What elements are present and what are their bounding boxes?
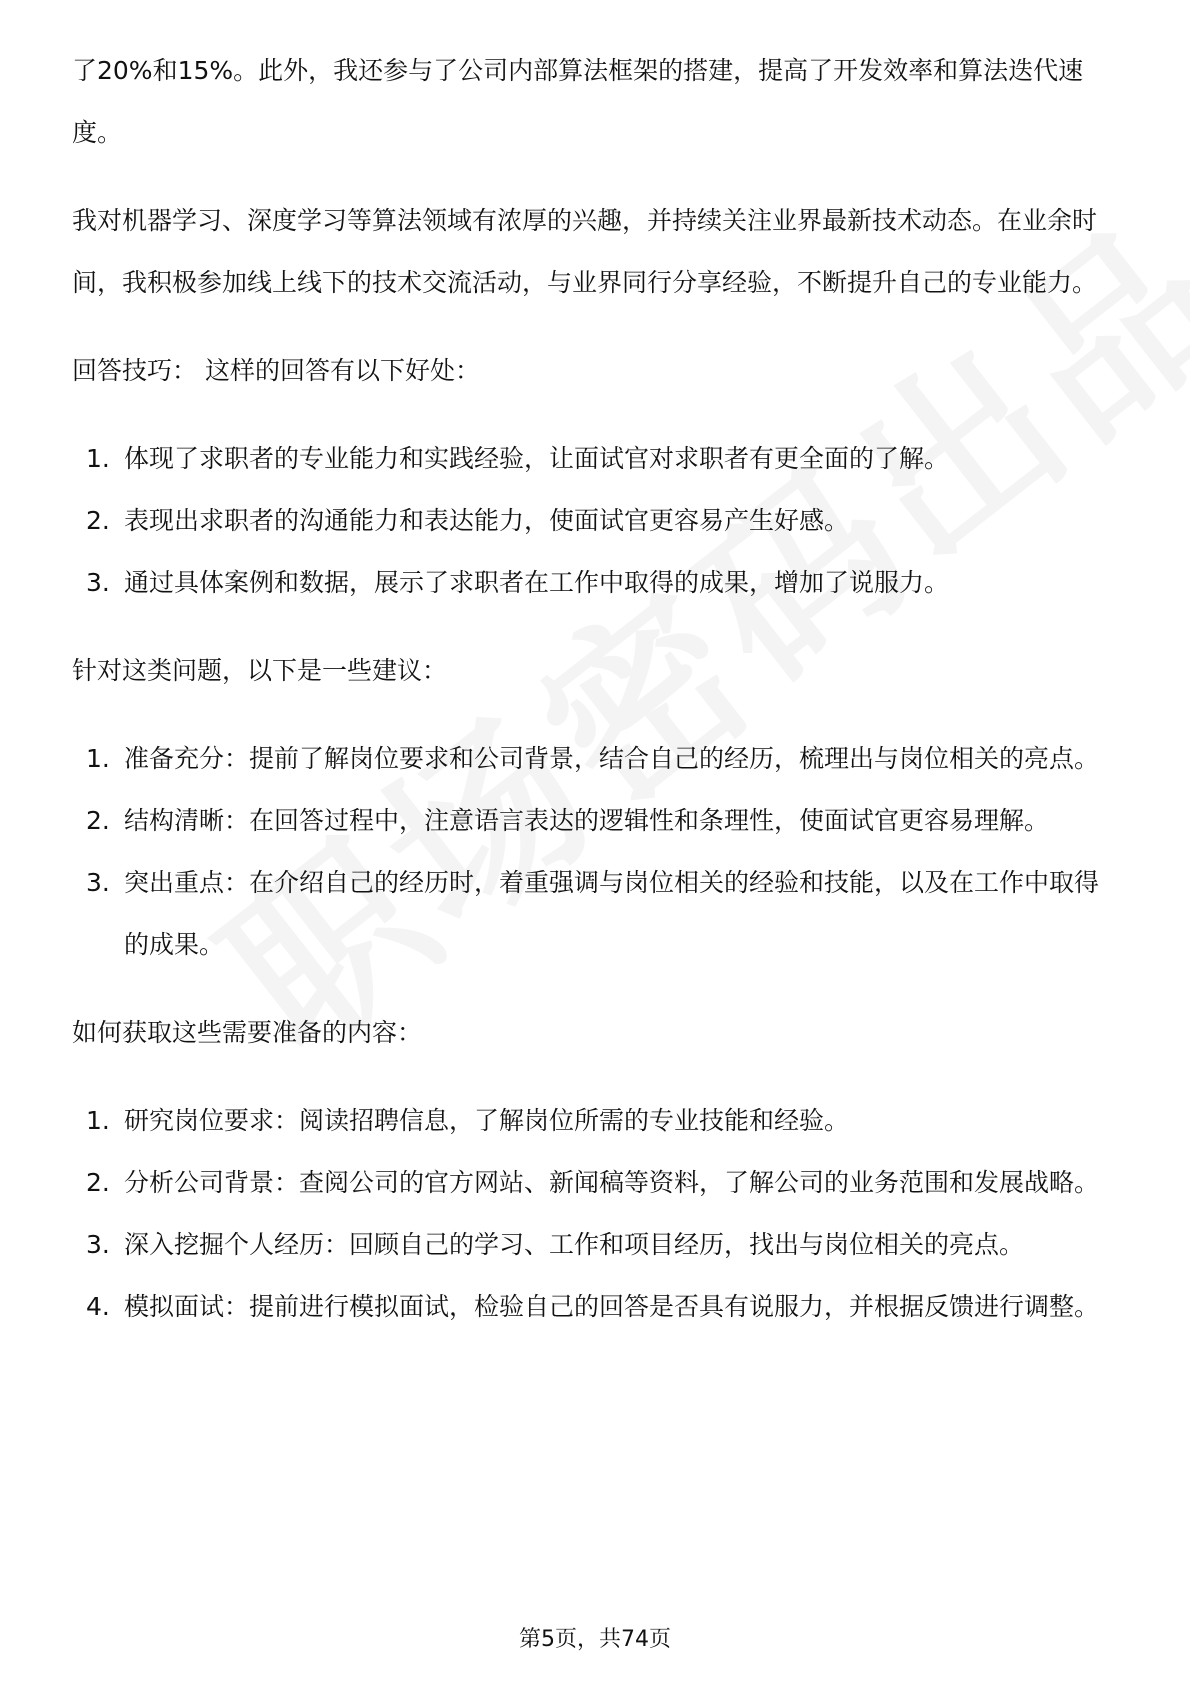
list-item: [72, 1214, 1122, 1276]
list-item-text: 通过具体案例和数据，展示了求职者在工作中取得的成果，增加了说服力。: [124, 568, 950, 597]
list-item-text: 研究岗位要求：阅读招聘信息，了解岗位所需的专业技能和经验。: [124, 1106, 850, 1135]
list-item: [72, 1276, 1122, 1338]
list-number: 3.: [86, 868, 110, 897]
list-number: 2.: [86, 506, 110, 535]
list-number: 1.: [86, 1106, 110, 1135]
list-item: [72, 428, 1122, 490]
list-item: [72, 728, 1122, 790]
list-item: [72, 1152, 1122, 1214]
advice-heading: 针对这类问题，以下是一些建议：: [72, 656, 448, 685]
list-item-text: 分析公司背景：查阅公司的官方网站、新闻稿等资料，了解公司的业务范围和发展战略。: [124, 1168, 1100, 1197]
list-number: 4.: [86, 1292, 110, 1321]
list-item-text: 结构清晰：在回答过程中，注意语言表达的逻辑性和条理性，使面试官更容易理解。: [124, 806, 1050, 835]
list-item-text: 体现了求职者的专业能力和实践经验，让面试官对求职者有更全面的了解。: [124, 444, 950, 473]
tips-heading: 回答技巧： 这样的回答有以下好处：: [72, 356, 480, 385]
paragraph: 我对机器学习、深度学习等算法领域有浓厚的兴趣，并持续关注业界最新技术动态。在业余时间，我积极参加线上线下的技术交流活动，与业界同行分享经验，不断提升自己的专业能力。: [72, 206, 1098, 297]
list-item: [72, 552, 1122, 614]
list-item: [72, 790, 1122, 852]
advice-list: [72, 728, 1122, 976]
list-number: 2.: [86, 1168, 110, 1197]
list-number: 2.: [86, 806, 110, 835]
list-item: [72, 1090, 1122, 1152]
list-number: 3.: [86, 1230, 110, 1259]
list-number: 1.: [86, 444, 110, 473]
list-item: [72, 490, 1122, 552]
paragraph: 了20%和15%。此外，我还参与了公司内部算法框架的搭建，提高了开发效率和算法迭代速度。: [72, 56, 1084, 147]
list-number: 1.: [86, 744, 110, 773]
list-item-text: 准备充分：提前了解岗位要求和公司背景，结合自己的经历，梳理出与岗位相关的亮点。: [124, 744, 1100, 773]
list-item-text: 突出重点：在介绍自己的经历时，着重强调与岗位相关的经验和技能，以及在工作中取得的成果。: [124, 868, 1100, 959]
list-item-text: 模拟面试：提前进行模拟面试，检验自己的回答是否具有说服力，并根据反馈进行调整。: [124, 1292, 1100, 1321]
list-item-text: 深入挖掘个人经历：回顾自己的学习、工作和项目经历，找出与岗位相关的亮点。: [124, 1230, 1025, 1259]
page-footer: 第5页，共74页: [519, 1627, 671, 1652]
prep-list: [72, 1090, 1122, 1338]
page-content: [72, 40, 1122, 1364]
list-number: 3.: [86, 568, 110, 597]
list-item-text: 表现出求职者的沟通能力和表达能力，使面试官更容易产生好感。: [124, 506, 850, 535]
prep-heading: 如何获取这些需要准备的内容：: [72, 1018, 423, 1047]
list-item: [72, 852, 1122, 976]
tips-list: [72, 428, 1122, 614]
